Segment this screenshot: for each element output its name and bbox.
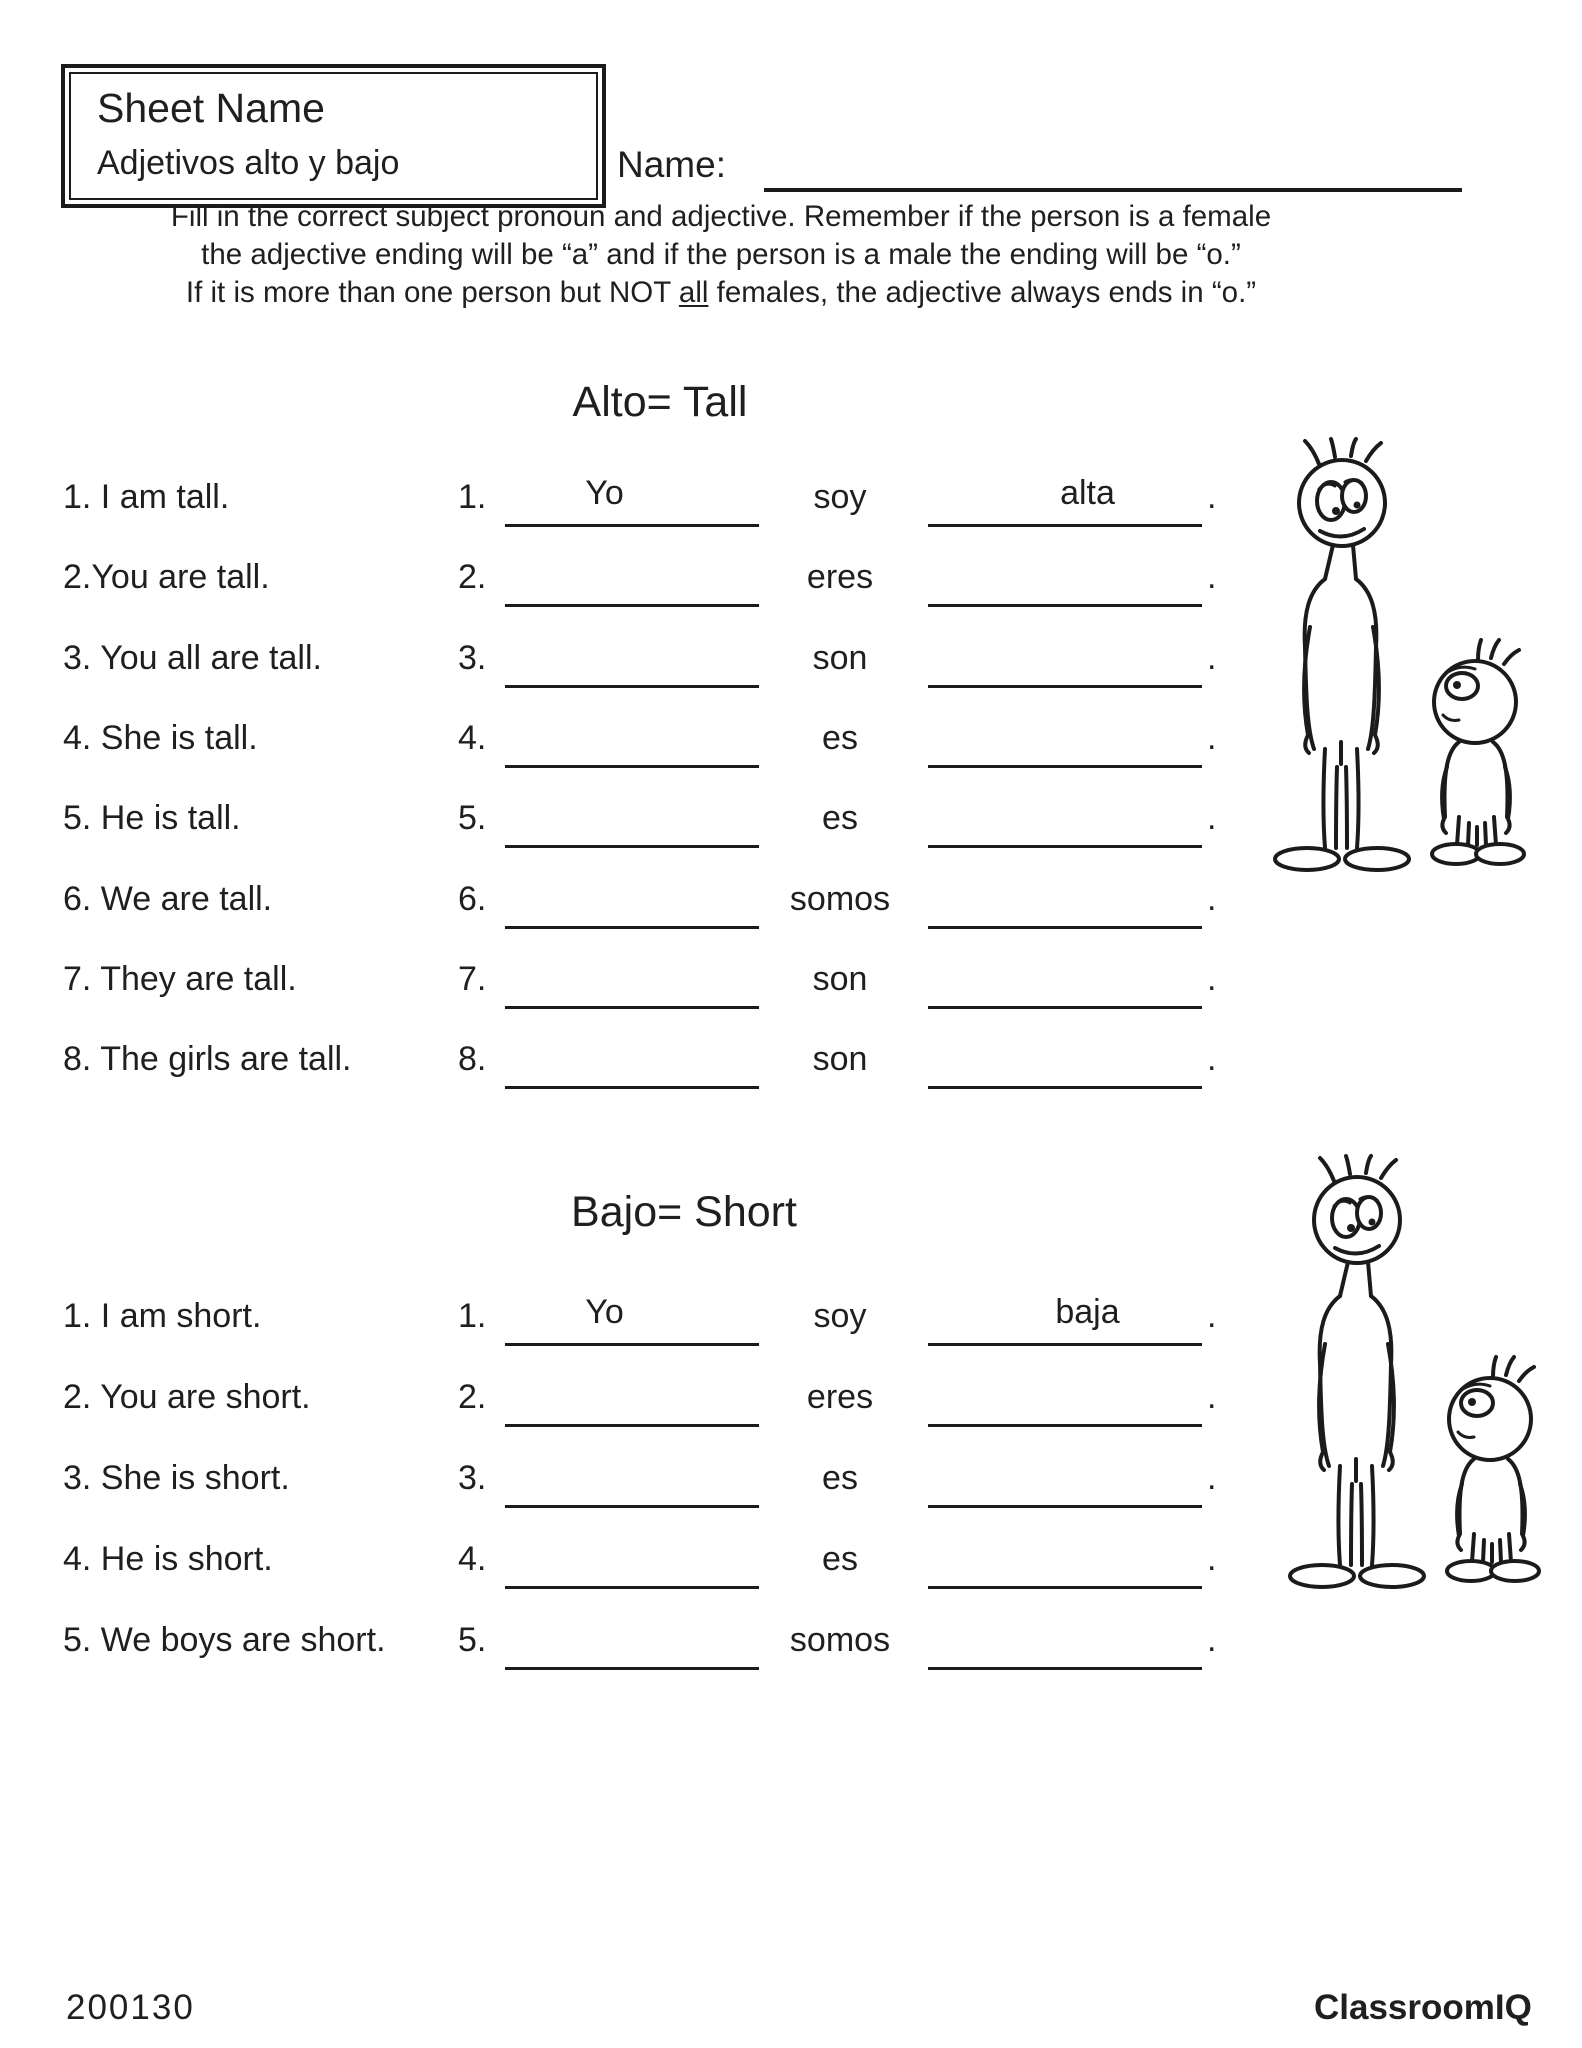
verb: somos	[789, 1621, 891, 1659]
sheet-title-box-inner	[69, 72, 598, 200]
adjective-blank[interactable]	[928, 956, 1202, 1009]
sheet-title-box	[61, 64, 606, 208]
pronoun-blank[interactable]	[505, 1536, 759, 1589]
figures-svg	[1263, 436, 1555, 883]
pronoun-blank[interactable]	[505, 795, 759, 848]
item-number: 6.	[458, 880, 487, 918]
item-number: 5.	[458, 799, 487, 837]
english-sentence: 3. She is short.	[63, 1459, 290, 1497]
adjective-blank[interactable]	[928, 715, 1202, 768]
verb: es	[822, 1459, 858, 1497]
period: .	[1207, 1459, 1217, 1497]
tall-short-figures-illustration-bottom	[1278, 1153, 1570, 1605]
item-number: 5.	[458, 1621, 487, 1659]
period: .	[1207, 1040, 1217, 1078]
instructions-line-2: the adjective ending will be “a” and if the person is a male the ending will be “o.”	[201, 238, 1241, 271]
period: .	[1207, 1621, 1217, 1659]
english-sentence: 8. The girls are tall.	[63, 1040, 352, 1078]
adjective-blank[interactable]	[928, 1536, 1202, 1589]
instructions-line-1: Fill in the correct subject pronoun and adjective. Remember if the person is a female	[170, 200, 1272, 233]
english-sentence: 1. I am short.	[63, 1297, 262, 1335]
pronoun-blank[interactable]	[505, 1036, 759, 1089]
pronoun-blank[interactable]: Yo	[505, 1293, 759, 1346]
item-number: 8.	[458, 1040, 487, 1078]
item-number: 4.	[458, 719, 487, 757]
verb: soy	[813, 478, 867, 516]
adjective-blank[interactable]	[928, 1036, 1202, 1089]
verb: soy	[813, 1297, 867, 1335]
period: .	[1207, 1297, 1217, 1335]
item-number: 2.	[458, 1378, 487, 1416]
brand-logo-text: ClassroomIQ	[1314, 1988, 1532, 2027]
english-sentence: 5. He is tall.	[63, 799, 241, 837]
item-number: 3.	[458, 639, 487, 677]
instructions	[76, 198, 1366, 312]
pronoun-blank[interactable]	[505, 1617, 759, 1670]
verb: son	[812, 960, 868, 998]
item-number: 4.	[458, 1540, 487, 1578]
period: .	[1207, 478, 1217, 516]
verb: eres	[806, 1378, 874, 1416]
pronoun-blank[interactable]	[505, 956, 759, 1009]
pronoun-blank[interactable]	[505, 1374, 759, 1427]
adjective-blank[interactable]	[928, 876, 1202, 929]
english-sentence: 5. We boys are short.	[63, 1621, 386, 1659]
pronoun-blank[interactable]	[505, 1455, 759, 1508]
worksheet-code: 200130	[66, 1988, 195, 2027]
section-title-alto: Alto= Tall	[572, 378, 748, 426]
verb: son	[812, 639, 868, 677]
tall-short-figures-illustration-top	[1263, 436, 1555, 888]
sheet-name-label: Sheet Name	[97, 85, 325, 131]
period: .	[1207, 1378, 1217, 1416]
bajo-row-5	[0, 1621, 1582, 1673]
adjective-blank[interactable]	[928, 554, 1202, 607]
instructions-line-3	[76, 274, 1366, 312]
pronoun-blank[interactable]	[505, 554, 759, 607]
period: .	[1207, 558, 1217, 596]
period: .	[1207, 799, 1217, 837]
item-number: 7.	[458, 960, 487, 998]
adjective-blank[interactable]	[928, 1455, 1202, 1508]
english-sentence: 7. They are tall.	[63, 960, 297, 998]
verb: es	[822, 719, 858, 757]
period: .	[1207, 719, 1217, 757]
instructions-line-3-before: If it is more than one person but NOT	[185, 276, 679, 309]
adjective-blank[interactable]: baja	[928, 1293, 1202, 1346]
pronoun-blank[interactable]	[505, 876, 759, 929]
name-input-line[interactable]	[764, 142, 1462, 192]
verb: eres	[806, 558, 874, 596]
english-sentence: 4. She is tall.	[63, 719, 258, 757]
item-number: 3.	[458, 1459, 487, 1497]
instructions-line-3-all: all	[678, 276, 709, 309]
period: .	[1207, 1540, 1217, 1578]
english-sentence: 4. He is short.	[63, 1540, 273, 1578]
figures-svg	[1278, 1153, 1570, 1600]
section-title-bajo: Bajo= Short	[571, 1188, 797, 1236]
english-sentence: 1. I am tall.	[63, 478, 230, 516]
verb: es	[822, 1540, 858, 1578]
name-label: Name:	[617, 144, 726, 185]
adjective-blank[interactable]	[928, 1617, 1202, 1670]
verb: es	[822, 799, 858, 837]
item-number: 1.	[458, 478, 487, 516]
item-number: 2.	[458, 558, 487, 596]
adjective-blank[interactable]	[928, 1374, 1202, 1427]
item-number: 1.	[458, 1297, 487, 1335]
pronoun-blank[interactable]	[505, 635, 759, 688]
english-sentence: 3. You all are tall.	[63, 639, 322, 677]
pronoun-blank[interactable]: Yo	[505, 474, 759, 527]
period: .	[1207, 880, 1217, 918]
english-sentence: 6. We are tall.	[63, 880, 273, 918]
pronoun-blank[interactable]	[505, 715, 759, 768]
worksheet-title: Adjetivos alto y bajo	[97, 144, 400, 183]
period: .	[1207, 960, 1217, 998]
alto-row-8	[0, 1040, 1582, 1092]
verb: somos	[789, 880, 891, 918]
adjective-blank[interactable]	[928, 795, 1202, 848]
period: .	[1207, 639, 1217, 677]
instructions-line-3-after: females, the adjective always ends in “o.”	[708, 276, 1257, 309]
verb: son	[812, 1040, 868, 1078]
alto-row-7	[0, 960, 1582, 1012]
english-sentence: 2. You are short.	[63, 1378, 311, 1416]
english-sentence: 2.You are tall.	[63, 558, 270, 596]
adjective-blank[interactable]	[928, 635, 1202, 688]
adjective-blank[interactable]: alta	[928, 474, 1202, 527]
